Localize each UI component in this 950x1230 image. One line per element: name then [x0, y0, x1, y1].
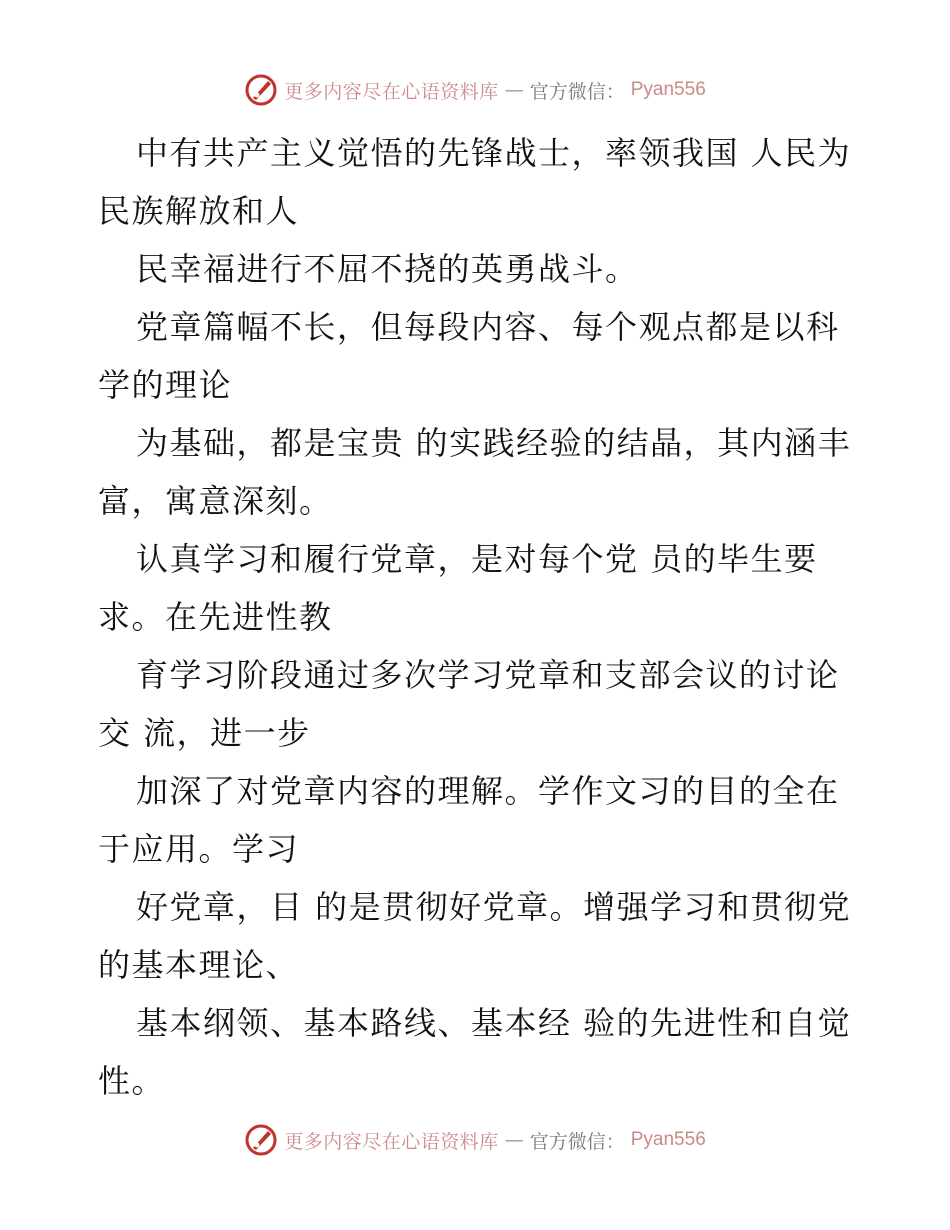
- wechat-label: 官方微信：: [529, 1130, 625, 1153]
- paragraph-9: 基本纲领、基本路线、基本经 验的先进性和自觉性。: [98, 1004, 852, 1100]
- paragraph-3: 党章篇幅不长，但每段内容、每个观点都是以科学的理论: [98, 308, 840, 404]
- pen-seal-icon: [244, 73, 278, 107]
- pen-seal-icon: [244, 1123, 278, 1157]
- paragraph-1: 中有共产主义觉悟的先锋战士，率领我国 人民为民族解放和人: [98, 134, 852, 230]
- paragraph-5: 认真学习和履行党章，是对每个党 员的毕生要求。在先进性教: [98, 540, 818, 636]
- banner-text: 更多内容尽在心语资料库: [284, 1130, 499, 1153]
- paragraph-2: 民幸福进行不屈不挠的英勇战斗。: [136, 250, 639, 288]
- banner-separator: —: [504, 79, 524, 101]
- header-banner: [0, 70, 950, 110]
- paragraph-4: 为基础，都是宝贵 的实践经验的结晶，其内涵丰富，寓意深刻。: [98, 424, 852, 520]
- banner-separator: —: [504, 1129, 524, 1151]
- wechat-id: Pyan556: [630, 79, 706, 100]
- wechat-label: 官方微信：: [529, 80, 625, 103]
- banner-text: 更多内容尽在心语资料库: [284, 80, 499, 103]
- footer-banner: [0, 1120, 950, 1160]
- document-body: [98, 124, 858, 1110]
- paragraph-8: 好党章，目 的是贯彻好党章。增强学习和贯彻党的基本理论、: [98, 888, 852, 984]
- paragraph-6: 育学习阶段通过多次学习党章和支部会议的讨论交 流，进一步: [98, 656, 840, 752]
- paragraph-7: 加深了对党章内容的理解。学作文习的目的全在于应用。学习: [98, 772, 840, 868]
- wechat-id: Pyan556: [630, 1129, 706, 1150]
